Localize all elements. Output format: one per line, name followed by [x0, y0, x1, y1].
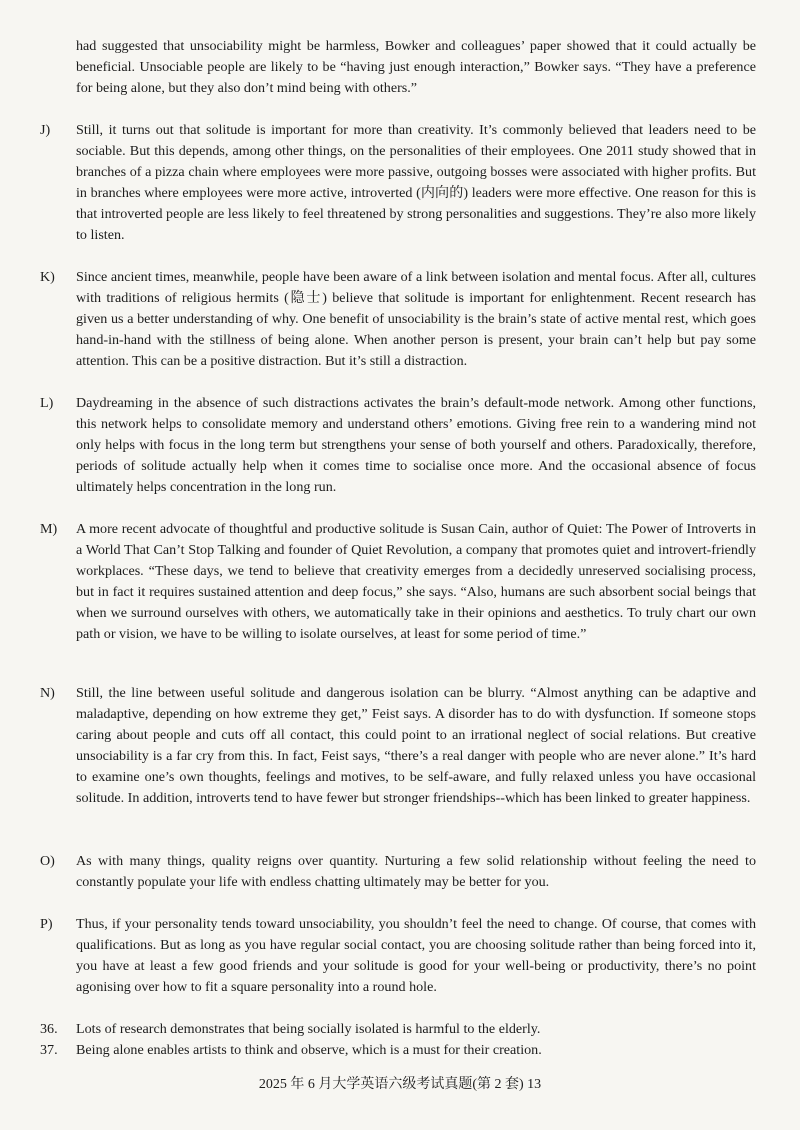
paragraph-letter: P) [40, 916, 53, 932]
question-number: 37. [40, 1042, 58, 1058]
question-text: Lots of research demonstrates that being socially isolated is harmful to the elderly. [76, 1021, 541, 1037]
question-36 [40, 1019, 756, 1040]
paragraph-text: Since ancient times, meanwhile, people have been aware of a link between isolation and mental focus. After all, cultures with traditions of religious hermits (隐士) believe that solitude is important for enlightenment. Recent research has given us a better understanding of why. One benefit of unsociability is the brain’s state of active mental rest, which goes hand-in-hand with the stillness of being alone. When another person is present, your brain can’t help but pay some attention. This can be a positive distraction. But it’s still a distraction. [76, 269, 756, 369]
paragraph-text: As with many things, quality reigns over quantity. Nurturing a few solid relationship without feeling the need to constantly populate your life with endless chatting ultimately may be better for you. [76, 853, 756, 890]
paragraph-letter: M) [40, 521, 58, 537]
continued-paragraph [76, 36, 756, 99]
paragraph-letter: L) [40, 395, 54, 411]
question-37 [40, 1040, 756, 1061]
paragraph-text: Thus, if your personality tends toward unsociability, you shouldn’t feel the need to change. Of course, that comes with qualifications. But as long as you have regular social contact, you are choosing solitude rather than being forced into it, you have at least a few good friends and your solitude is good for your well-being or productivity, there’s no point agonising over how to fit a square personality into a round hole. [76, 916, 756, 995]
paragraph-letter: N) [40, 685, 55, 701]
paragraph-text: Still, it turns out that solitude is important for more than creativity. It’s commonly believed that leaders need to be sociable. But this depends, among other things, on the personalities of their employees. One 2011 study showed that in branches of a pizza chain where employees were more passive, outgoing bosses were associated with higher profits. But in branches where employees were more active, introverted (内向的) leaders were more effective. One reason for this is that introverted people are less likely to feel threatened by strong personalities and suggestions. They’re also more likely to listen. [76, 122, 756, 243]
paragraph-text: A more recent advocate of thoughtful and productive solitude is Susan Cain, author of Quiet: The Power of Introverts in a World That Can’t Stop Talking and founder of Quiet Revolution, a company that promotes quiet and introvert-friendly workplaces. “These days, we tend to believe that creativity emerges from a decidedly unreserved socialising process, but in fact it requires sustained attention and deep focus,” she says. “Also, humans are such absorbent social beings that when we surround ourselves with others, we automatically take in their opinions and aesthetics. To truly chart our own path or vision, we have to be willing to isolate ourselves, at least for some period of time.” [76, 521, 756, 642]
paragraph-k [40, 267, 756, 372]
paragraph-j [40, 120, 756, 246]
paragraph-p [40, 914, 756, 998]
paragraph-n [40, 683, 756, 809]
paragraph-text: Daydreaming in the absence of such distractions activates the brain’s default-mode network. Among other functions, this network helps to consolidate memory and understand others’ emotions. Giving free rein to a wandering mind not only helps with focus in the long term but strengthens your sense of both yourself and others. Paradoxically, therefore, periods of solitude actually help when it comes time to socialise once more. And the occasional absence of focus ultimately helps concentration in the long run. [76, 395, 756, 495]
question-number: 36. [40, 1021, 58, 1037]
paragraph-letter: J) [40, 122, 51, 138]
question-text: Being alone enables artists to think and observe, which is a must for their creation. [76, 1042, 542, 1058]
paragraph-o [40, 851, 756, 893]
paragraph-letter: O) [40, 853, 55, 869]
paragraph-letter: K) [40, 269, 55, 285]
paragraph-l [40, 393, 756, 498]
paragraph-m [40, 519, 756, 645]
paragraph-text: Still, the line between useful solitude and dangerous isolation can be blurry. “Almost anything can be adaptive and maladaptive, depending on how extreme they get,” Feist says. A disorder has to do with dysfunction. If someone stops caring about people and cuts off all contact, this could point to an irrational neglect of social relations. But creative unsociability is a far cry from this. In fact, Feist says, “there’s a real danger with people who are never alone.” It’s hard to examine one’s own thoughts, feelings and motives, to be self-aware, and fully relaxed unless you have occasional solitude. In addition, introverts tend to have fewer but stronger friendships--which has been linked to greater happiness. [76, 685, 756, 806]
page-footer: 2025 年 6 月大学英语六级考试真题(第 2 套) 13 [258, 1077, 542, 1092]
continued-paragraph-text: had suggested that unsociability might be harmless, Bowker and colleagues’ paper showed that it could actually be beneficial. Unsociable people are likely to be “having just enough interaction,” Bowker says. “They have a preference for being alone, but they also don’t mind being with others.” [76, 38, 756, 96]
